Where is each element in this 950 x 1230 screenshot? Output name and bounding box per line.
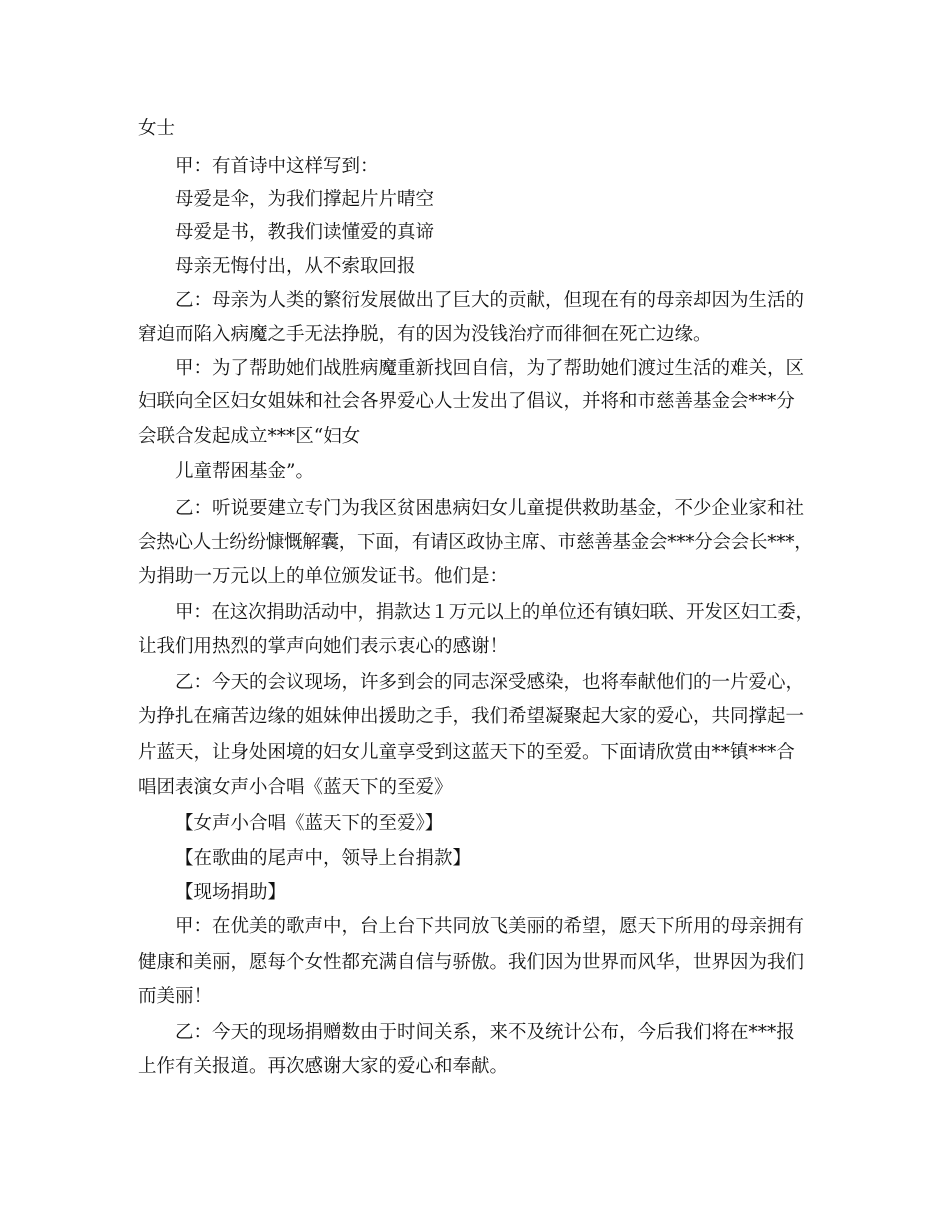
text-line: 乙：听说要建立专门为我区贫困患病妇女儿童提供救助基金，不少企业家和社 — [175, 498, 805, 519]
text-line: 会联合发起成立***区“妇女 — [138, 426, 361, 447]
text-line: 会热心人士纷纷慷慨解囊，下面，有请区政协主席、市慈善基金会***分会会长***， — [138, 532, 813, 553]
text-line: 让我们用热烈的掌声向她们表示衷心的感谢！ — [138, 636, 509, 657]
text-line: 【女声小合唱《蓝天下的至爱》】 — [175, 813, 444, 834]
text-line: 唱团表演女声小合唱《蓝天下的至爱》 — [138, 777, 453, 798]
text-line: 妇联向全区妇女姐妹和社会各界爱心人士发出了倡议，并将和市慈善基金会***分 — [138, 391, 795, 412]
text-line: 母爱是书，教我们读懂爱的真谛 — [175, 222, 435, 243]
text-line: 甲：在这次捐助活动中，捐款达１万元以上的单位还有镇妇联、开发区妇工委， — [175, 602, 814, 623]
text-line: 儿童帮困基金”。 — [175, 461, 314, 482]
text-line: 女士 — [138, 118, 176, 139]
text-line: 母亲无悔付出，从不索取回报 — [175, 256, 416, 277]
text-line: 乙：母亲为人类的繁衍发展做出了巨大的贡献，但现在有的母亲却因为生活的 — [175, 290, 805, 311]
text-line: 健康和美丽，愿每个女性都充满自信与骄傲。我们因为世界而风华，世界因为我们 — [138, 952, 805, 973]
text-line: 为挣扎在痛苦边缘的姐妹伸出援助之手，我们希望凝聚起大家的爱心，共同撑起一 — [138, 706, 805, 727]
text-line: 片蓝天，让身处困境的妇女儿童享受到这蓝天下的至爱。下面请欣赏由**镇***合 — [138, 742, 795, 763]
text-line: 乙：今天的现场捐赠数由于时间关系，来不及统计公布，今后我们将在***报 — [175, 1022, 795, 1043]
text-line: 窘迫而陷入病魔之手无法挣脱，有的因为没钱治疗而徘徊在死亡边缘。 — [138, 324, 712, 345]
text-line: 甲：为了帮助她们战胜病魔重新找回自信，为了帮助她们渡过生活的难关，区 — [175, 358, 805, 379]
text-line: 甲：在优美的歌声中，台上台下共同放飞美丽的希望，愿天下所用的母亲拥有 — [175, 916, 805, 937]
text-line: 为捐助一万元以上的单位颁发证书。他们是： — [138, 566, 509, 587]
text-line: 而美丽！ — [138, 986, 213, 1007]
text-line: 上作有关报道。再次感谢大家的爱心和奉献。 — [138, 1056, 509, 1077]
text-line: 【在歌曲的尾声中，领导上台捐款】 — [175, 848, 472, 869]
text-line: 乙：今天的会议现场，许多到会的同志深受感染，也将奉献他们的一片爱心， — [175, 672, 805, 693]
text-line: 甲：有首诗中这样写到： — [175, 156, 379, 177]
text-line: 【现场捐助】 — [175, 882, 287, 903]
text-line: 母爱是伞，为我们撑起片片晴空 — [175, 189, 435, 210]
